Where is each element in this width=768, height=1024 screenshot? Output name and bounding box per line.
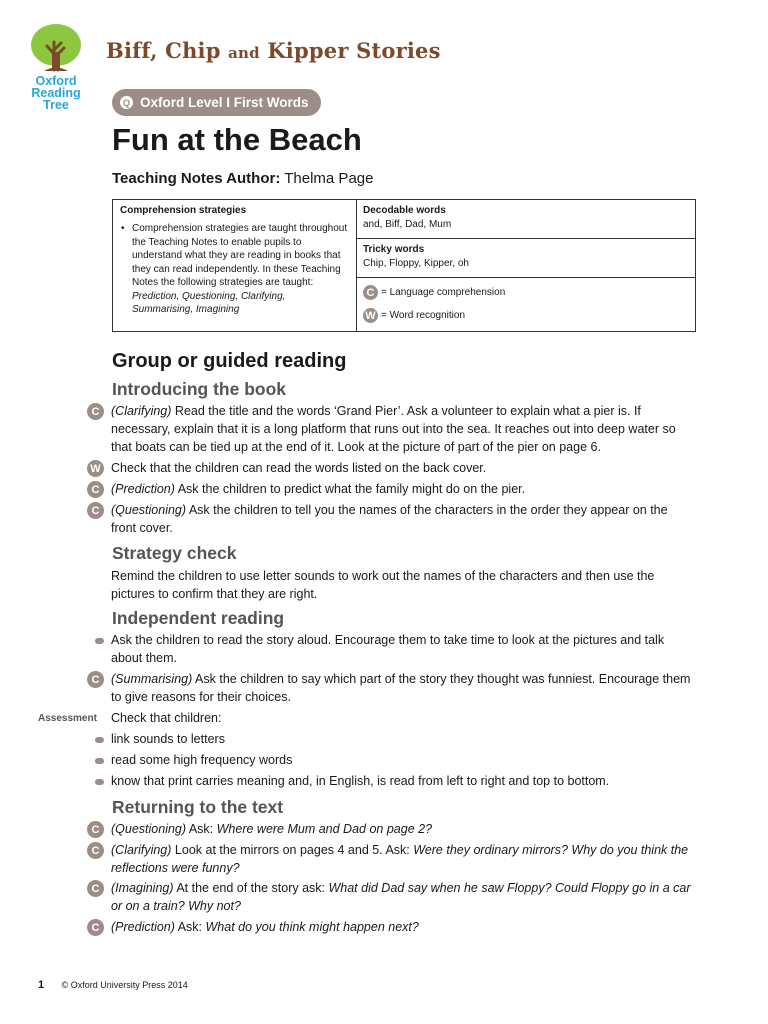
logo-text: Oxford Reading Tree: [31, 74, 81, 112]
page-title: Fun at the Beach: [112, 122, 362, 157]
bullet-icon: [95, 638, 104, 644]
returning-paragraph-1: (Questioning) Ask: Where were Mum and Dad on page 2?: [111, 822, 433, 836]
intro-paragraph-1: (Clarifying) Read the title and the words ‘Grand Pier’. Ask a volunteer to explain what a pier is. If necessary, explain that it is a long platform that runs out into the sea. It reaches out into deep water so that boats can be tied up at the end of it. Look at the picture of part of the pier on page 6.: [111, 404, 676, 454]
returning-heading: Returning to the text: [112, 797, 284, 817]
decodable-heading: Decodable words: [363, 205, 446, 216]
bullet-icon: [95, 758, 104, 764]
returning-paragraph-3: (Imagining) At the end of the story ask: What did Dad say when he saw Floppy? Could Floppy go in a car or on a train? Why not?: [111, 881, 691, 913]
assessment-item-2: read some high frequency words: [111, 753, 293, 767]
assessment-item-3: know that print carries meaning and, in English, is read from left to right and top to bottom.: [111, 774, 610, 788]
page-number: 1: [38, 979, 45, 991]
bullet-icon: [95, 737, 104, 743]
series-title: Biff, Chip and Kipper Stories: [106, 38, 441, 63]
assessment-item-1: link sounds to letters: [111, 732, 225, 746]
author-name: Thelma Page: [284, 170, 374, 187]
decodable-words: and, Biff, Dad, Mum: [363, 219, 452, 230]
returning-paragraph-2: (Clarifying) Look at the mirrors on pages 4 and 5. Ask: Were they ordinary mirrors? Why do you think the reflections were funny?: [111, 843, 689, 875]
intro-paragraph-3: (Prediction) Ask the children to predict what the family might do on the pier.: [111, 482, 526, 496]
key-c-row: C = Language comprehension: [363, 285, 689, 300]
assessment-intro: Check that children:: [111, 711, 222, 725]
level-icon: Q: [120, 96, 133, 109]
key-cell: [357, 278, 695, 331]
tricky-heading: Tricky words: [363, 244, 425, 255]
bullet-icon: [95, 779, 104, 785]
strategy-heading: Strategy check: [112, 543, 237, 563]
c-icon: C: [87, 842, 104, 859]
copyright: © Oxford University Press 2014: [61, 980, 188, 990]
intro-paragraph-2: Check that the children can read the words listed on the back cover.: [111, 461, 487, 475]
comprehension-heading: Comprehension strategies: [120, 205, 247, 216]
c-icon: C: [87, 671, 104, 688]
assessment-label: Assessment: [38, 713, 97, 724]
author-label: Teaching Notes Author:: [112, 170, 281, 187]
c-icon: C: [87, 919, 104, 936]
info-box: [112, 199, 696, 332]
level-badge: [112, 89, 321, 116]
intro-paragraph-4: (Questioning) Ask the children to tell you the names of the characters in the order they appear on the front cover.: [111, 503, 668, 535]
oxford-reading-tree-logo: [28, 24, 84, 111]
c-icon: C: [87, 880, 104, 897]
tricky-words-cell: [357, 239, 695, 278]
c-icon: C: [87, 403, 104, 420]
independent-heading: Independent reading: [112, 608, 285, 628]
comprehension-item: • Comprehension strategies are taught throughout the Teaching Notes to enable pupils to understand what they are reading in books that they can read independently. In these Teaching Notes the following strategies are taught: Prediction, Questioning, Clarifying, Summarising, Imagining: [132, 222, 349, 317]
w-icon: W: [363, 308, 378, 323]
independent-paragraph-1: Ask the children to read the story aloud. Encourage them to take time to look at the pictures and talk about them.: [111, 633, 665, 665]
comprehension-strategies-cell: [113, 200, 357, 331]
key-w-row: W = Word recognition: [363, 308, 689, 323]
author-line: [112, 170, 373, 187]
c-icon: C: [87, 481, 104, 498]
independent-paragraph-2: (Summarising) Ask the children to say which part of the story they thought was funniest. Encourage them to give reasons for their choices.: [111, 672, 691, 704]
intro-heading: Introducing the book: [112, 379, 287, 399]
level-label: Oxford Level I First Words: [140, 95, 309, 110]
c-icon: C: [87, 821, 104, 838]
returning-paragraph-4: (Prediction) Ask: What do you think might happen next?: [111, 920, 419, 934]
tree-icon: [30, 24, 82, 72]
decodable-words-cell: [357, 200, 695, 239]
c-icon: C: [363, 285, 378, 300]
tricky-words: Chip, Floppy, Kipper, oh: [363, 258, 469, 269]
strategy-paragraph: Remind the children to use letter sounds to work out the names of the characters and then use the pictures to confirm that they are right.: [111, 569, 655, 601]
footer: [38, 979, 188, 991]
w-icon: W: [87, 460, 104, 477]
c-icon: C: [87, 502, 104, 519]
group-reading-heading: Group or guided reading: [112, 350, 347, 372]
